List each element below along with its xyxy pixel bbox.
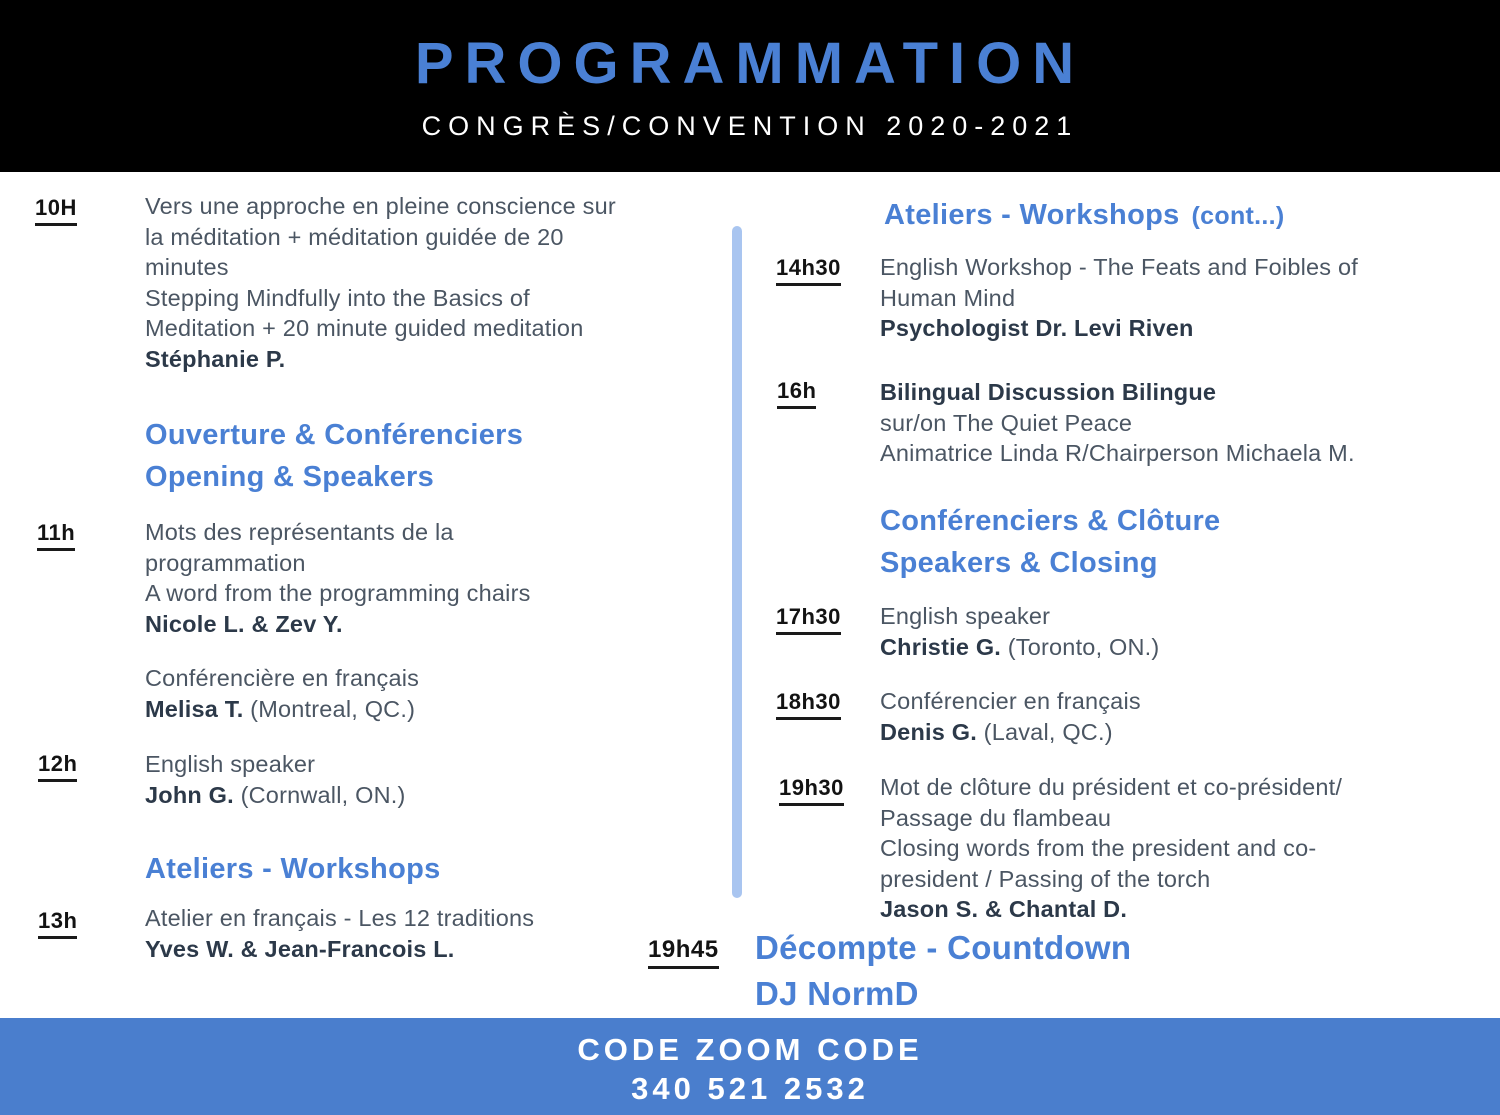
section-heading-line-fr: Ouverture & Conférenciers	[145, 419, 524, 451]
session-time-13h	[38, 908, 77, 939]
session-14h30	[880, 252, 1358, 344]
session-17h30	[880, 601, 1159, 662]
speaker-location: (Toronto, ON.)	[1001, 633, 1160, 660]
session-10h	[145, 191, 616, 374]
speaker-name: Psychologist Dr. Levi Riven	[880, 315, 1194, 341]
zoom-code-label: CODE ZOOM CODE	[577, 1032, 923, 1067]
page-title: PROGRAMMATION	[414, 31, 1086, 96]
section-heading-line: Ateliers - Workshops	[884, 199, 1180, 231]
page-subtitle: CONGRÈS/CONVENTION 2020-2021	[421, 111, 1079, 141]
session-13h	[145, 903, 534, 964]
session-line: Stepping Mindfully into the Basics of	[145, 284, 530, 311]
session-line: Mot de clôture du président et co-président/	[880, 774, 1343, 800]
time-label: 19h30	[779, 775, 844, 806]
session-11h	[145, 517, 531, 639]
session-time-11h	[37, 520, 75, 551]
time-label: 19h45	[648, 936, 719, 969]
session-line: English Workshop - The Feats and Foibles of	[880, 254, 1358, 280]
time-label: 12h	[38, 751, 77, 782]
time-label: 18h30	[776, 689, 841, 720]
session-19h45-countdown	[755, 925, 1131, 1017]
time-label: 13h	[38, 908, 77, 939]
section-heading-line: Ateliers - Workshops	[145, 853, 441, 885]
session-19h30	[880, 772, 1342, 925]
session-time-10h	[35, 195, 77, 226]
countdown-dj: DJ NormD	[755, 975, 919, 1012]
time-label: 16h	[777, 378, 816, 409]
session-line: president / Passing of the torch	[880, 865, 1211, 892]
time-label: 14h30	[776, 255, 841, 286]
speaker-location: (Cornwall, ON.)	[233, 781, 406, 808]
time-label: 11h	[37, 520, 75, 551]
session-line: Meditation + 20 minute guided meditation	[145, 315, 584, 341]
speaker-name: Jason S. & Chantal D.	[880, 896, 1128, 922]
session-16h	[880, 377, 1355, 469]
speaker-line	[880, 632, 1159, 663]
session-12h	[145, 749, 406, 810]
session-title: Bilingual Discussion Bilingue	[880, 379, 1217, 405]
speaker-location: (Montreal, QC.)	[243, 695, 416, 722]
speaker-name: Christie G.	[880, 633, 1002, 660]
session-line: A word from the programming chairs	[145, 580, 531, 606]
session-line: minutes	[145, 254, 229, 280]
section-heading-opening	[145, 414, 523, 498]
section-heading-line-en: Speakers & Closing	[880, 547, 1158, 579]
session-time-16h	[777, 378, 816, 409]
section-heading-line-fr: Conférenciers & Clôture	[880, 505, 1221, 537]
section-heading-line-en: Opening & Speakers	[145, 461, 435, 493]
zoom-code-number: 340 521 2532	[631, 1071, 869, 1106]
session-time-12h	[38, 751, 77, 782]
session-line: Animatrice Linda R/Chairperson Michaela M.	[880, 440, 1355, 466]
session-line: la méditation + méditation guidée de 20	[145, 223, 564, 250]
session-11h-french-speaker	[145, 663, 419, 724]
zoom-code-banner	[0, 1018, 1500, 1115]
speaker-name: Melisa T.	[145, 695, 244, 722]
session-line: Passage du flambeau	[880, 804, 1112, 831]
session-line: English speaker	[880, 603, 1051, 629]
session-time-19h45	[648, 936, 719, 969]
speaker-name: John G.	[145, 781, 234, 808]
session-time-19h30	[779, 775, 844, 806]
speaker-name: Stéphanie P.	[145, 345, 286, 372]
time-label: 17h30	[776, 604, 841, 635]
session-line: Mots des représentants de la	[145, 519, 454, 545]
section-heading-workshops-cont	[884, 194, 1285, 237]
session-line: programmation	[145, 549, 306, 576]
session-line: Atelier en français - Les 12 traditions	[145, 905, 535, 931]
header-banner	[0, 0, 1500, 172]
session-line: sur/on The Quiet Peace	[880, 409, 1133, 436]
session-time-17h30	[776, 604, 841, 635]
speaker-location: (Laval, QC.)	[976, 718, 1113, 745]
section-heading-closing	[880, 500, 1220, 584]
speaker-line	[145, 780, 406, 811]
countdown-title: Décompte - Countdown	[755, 929, 1132, 966]
session-line: English speaker	[145, 751, 316, 777]
speaker-line	[880, 717, 1141, 748]
session-time-18h30	[776, 689, 841, 720]
session-line: Vers une approche en pleine conscience sur	[145, 193, 616, 219]
session-line: Conférencière en français	[145, 665, 420, 691]
speaker-name: Yves W. & Jean-Francois L.	[145, 935, 455, 962]
session-line: Closing words from the president and co-	[880, 835, 1317, 861]
session-line: Human Mind	[880, 284, 1016, 311]
speaker-name: Denis G.	[880, 718, 977, 745]
column-divider	[732, 226, 742, 898]
speaker-line	[145, 694, 419, 725]
session-18h30	[880, 686, 1141, 747]
section-heading-cont: (cont...)	[1191, 202, 1285, 230]
time-label: 10H	[35, 195, 77, 226]
session-line: Conférencier en français	[880, 688, 1141, 714]
session-time-14h30	[776, 255, 841, 286]
section-heading-workshops	[145, 848, 441, 890]
speaker-name: Nicole L. & Zev Y.	[145, 610, 343, 637]
